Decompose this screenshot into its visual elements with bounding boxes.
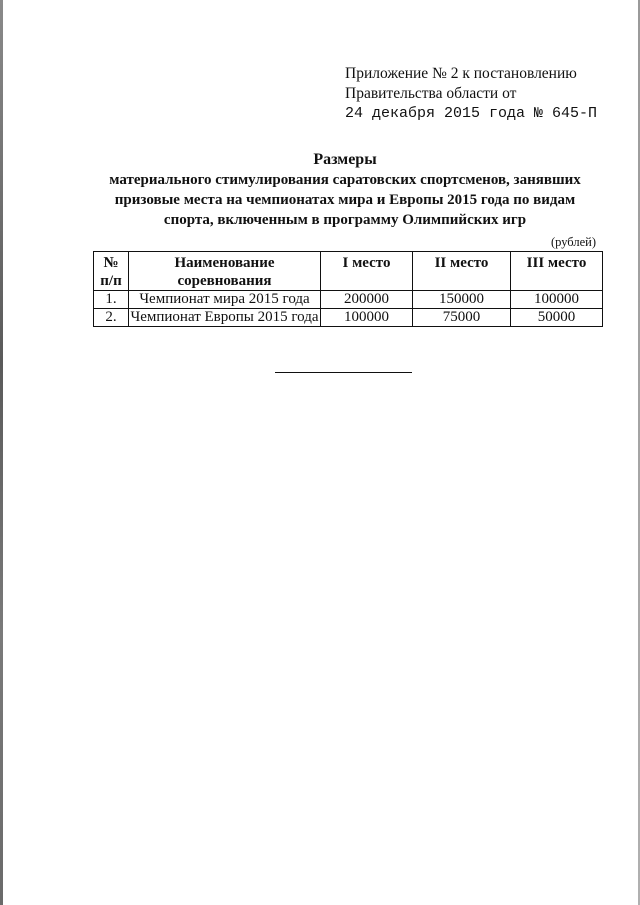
table-row — [94, 309, 603, 327]
third-place-amount: 50000 — [511, 309, 603, 327]
row-number: 2. — [94, 309, 129, 327]
document-title — [95, 150, 595, 230]
header-row-number — [94, 252, 129, 291]
first-place-amount: 100000 — [321, 309, 413, 327]
header-second-place: II место — [413, 252, 511, 291]
header-name-line-1: Наименование — [174, 255, 275, 271]
table-header-row — [94, 252, 603, 291]
first-place-amount: 200000 — [321, 291, 413, 309]
appendix-reference — [345, 64, 615, 124]
title-heading: Размеры — [313, 151, 377, 168]
title-line-3: спорта, включенным в программу Олимпийских игр — [163, 212, 527, 228]
row-number: 1. — [94, 291, 129, 309]
table-row — [94, 291, 603, 309]
header-competition-name — [129, 252, 321, 291]
scan-edge-left — [0, 0, 3, 905]
title-line-1: материального стимулирования саратовских спортсменов, занявших — [109, 172, 581, 188]
competition-name: Чемпионат Европы 2015 года — [130, 309, 319, 325]
appendix-line-1: Приложение № 2 к постановлению — [345, 65, 577, 82]
header-first-place: I место — [321, 252, 413, 291]
currency-unit-note: (рублей) — [550, 235, 596, 249]
header-number-sign: № — [103, 255, 119, 271]
prize-amounts-table — [93, 251, 603, 327]
title-line-2: призовые места на чемпионатах мира и Европы 2015 года по видам — [114, 192, 576, 208]
header-number-abbr: п/п — [100, 273, 122, 289]
appendix-line-2: Правительства области от — [345, 85, 517, 102]
header-name-line-2: соревнования — [177, 273, 272, 289]
third-place-amount: 100000 — [511, 291, 603, 309]
appendix-date-number: 24 декабря 2015 года № 645-П — [345, 105, 598, 122]
competition-name: Чемпионат мира 2015 года — [129, 291, 321, 309]
second-place-amount: 150000 — [413, 291, 511, 309]
closing-divider-line — [275, 372, 412, 373]
second-place-amount: 75000 — [413, 309, 511, 327]
header-third-place: III место — [511, 252, 603, 291]
